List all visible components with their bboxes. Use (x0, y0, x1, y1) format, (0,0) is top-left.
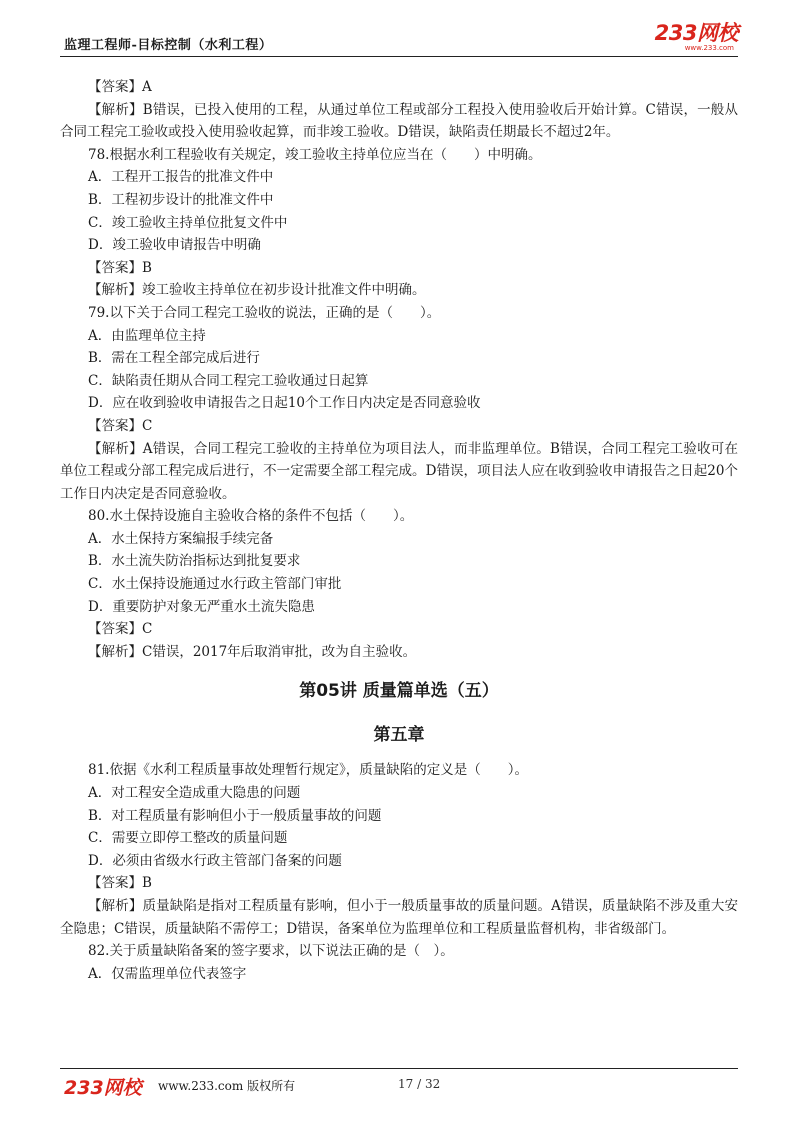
chapter-title: 第五章 (373, 725, 425, 746)
option: D．竣工验收申请报告中明确 (88, 237, 261, 254)
explanation: 【解析】B错误，已投入使用的工程，从通过单位工程或部分工程投入使用验收后开始计算。C错误，一般从合同工程完工验收或投入使用验收起算，而非竣工验收。D错误，缺陷责任期最长不超过2年。 (60, 101, 738, 141)
answer: 【答案】B (88, 875, 152, 892)
logo-url: www.233.com (684, 44, 734, 52)
answer: 【答案】C (88, 417, 153, 434)
explanation: 【解析】A错误，合同工程完工验收的主持单位为项目法人，而非监理单位。B错误，合同工程完工验收可在单位工程或分部工程完成后进行，不一定需要全部工程完成。D错误，项目法人应在收到验收申请报告之日起20个工作日内决定是否同意验收。 (60, 440, 738, 502)
answer: 【答案】B (88, 259, 152, 276)
page-footer (60, 1068, 738, 1097)
question-82: 82.关于质量缺陷备案的签字要求，以下说法正确的是（ ）。 (88, 943, 454, 960)
option: A．水土保持方案编报手续完备 (88, 530, 274, 547)
answer: 【答案】A (88, 79, 152, 95)
option: C．需要立即停工整改的质量问题 (88, 830, 288, 847)
header-title: 监理工程师-目标控制（水利工程） (64, 38, 273, 53)
option: B．工程初步设计的批准文件中 (88, 191, 274, 208)
option: A．仅需监理单位代表签字 (88, 965, 247, 982)
question-79: 79.以下关于合同工程完工验收的说法，正确的是（ ）。 (88, 304, 441, 321)
option: B．对工程质量有影响但小于一般质量事故的问题 (88, 807, 382, 824)
explanation: 【解析】质量缺陷是指对工程质量有影响，但小于一般质量事故的质量问题。A错误，质量缺陷不涉及重大安全隐患；C错误，质量缺陷不需停工；D错误，备案单位为监理单位和工程质量监督机构，非省级部门。 (60, 898, 738, 937)
answer: 【答案】C (88, 621, 153, 638)
logo-text: 233网校 (654, 21, 738, 45)
question-81: 81.依据《水利工程质量事故处理暂行规定》，质量缺陷的定义是（ ）。 (88, 762, 528, 779)
footer-copyright: www.233.com 版权所有 (158, 1079, 296, 1093)
option: D．应在收到验收申请报告之日起10个工作日内决定是否同意验收 (88, 395, 481, 412)
option: C．竣工验收主持单位批复文件中 (88, 214, 288, 231)
option: A．对工程安全造成重大隐患的问题 (88, 785, 301, 802)
option: D．必须由省级水行政主管部门备案的问题 (88, 852, 342, 869)
page-header (60, 22, 738, 57)
page-number: 17 / 32 (398, 1077, 441, 1091)
option: A．由监理单位主持 (88, 327, 206, 344)
option: A．工程开工报告的批准文件中 (88, 169, 274, 186)
option: C．水土保持设施通过水行政主管部门审批 (88, 576, 342, 593)
option: B．水土流失防治指标达到批复要求 (88, 553, 301, 570)
option: C．缺陷责任期从合同工程完工验收通过日起算 (88, 372, 369, 389)
document-body (60, 76, 738, 985)
footer-logo[interactable]: 233网校 (64, 1077, 142, 1099)
question-80: 80.水土保持设施自主验收合格的条件不包括（ ）。 (88, 508, 414, 525)
brand-logo[interactable] (655, 22, 738, 52)
explanation: 【解析】C错误，2017年后取消审批，改为自主验收。 (88, 643, 417, 660)
section-title: 第05讲 质量篇单选（五） (299, 681, 499, 702)
question-78: 78.根据水利工程验收有关规定，竣工验收主持单位应当在（ ）中明确。 (88, 146, 542, 163)
explanation: 【解析】竣工验收主持单位在初步设计批准文件中明确。 (88, 282, 426, 299)
option: D．重要防护对象无严重水土流失隐患 (88, 598, 315, 615)
option: B．需在工程全部完成后进行 (88, 350, 260, 367)
